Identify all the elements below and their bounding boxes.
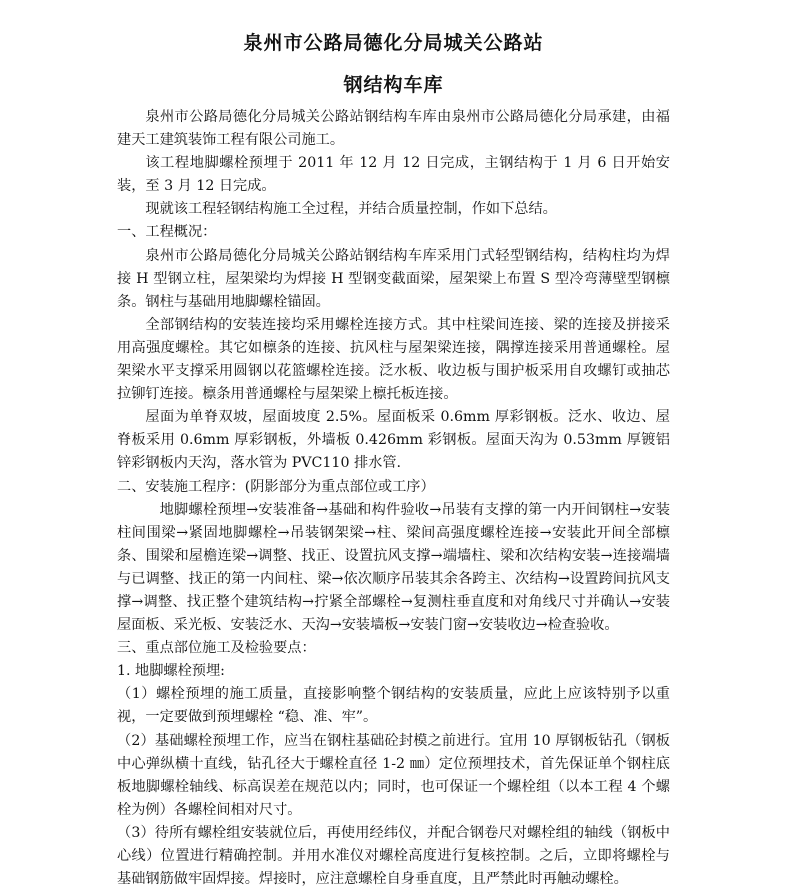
section-heading-procedure: 二、安装施工程序：(阴影部分为重点部位或工序） xyxy=(117,478,435,495)
procedure-paragraph: 地脚螺栓预埋→安装准备→基础和构件验收→吊装有支撑的第一内开间钢柱→安装柱间围梁→紧固地脚螺栓→吊装钢架梁→柱、梁间高强度螺栓连接→安装此开间全部檩条、围梁和屋檐连梁→调整、找正、设置抗风支撑→端墙柱、梁和次结构安装→连接端墙与已调整、找正的第一内间柱、梁→依次顺序吊装其余各跨主、次结构→设置跨间抗风支撑→调整、找正整个建筑结构→拧紧全部螺栓→复测柱垂直度和对角线尺寸并确认→安装屋面板、采光板、安装泛水、天沟→安装墙板→安装门窗→安装收边→检查验收。 xyxy=(117,501,670,634)
document-body xyxy=(117,106,670,891)
overview-paragraph: 泉州市公路局德化分局城关公路站钢结构车库采用门式轻型钢结构，结构柱均为焊接 H 型钢立柱，屋架梁均为焊接 H 型钢变截面梁，屋架梁上布置 S 型冷弯薄壁型钢檩条。钢柱与基础用地脚螺栓锚固。 xyxy=(117,247,670,310)
connection-paragraph: 全部钢结构的安装连接均采用螺栓连接方式。其中柱梁间连接、梁的连接及拼接采用高强度螺栓。其它如檩条的连接、抗风柱与屋架梁连接，隅撑连接采用普通螺栓。屋架梁水平支撑采用圆钢以花篮螺栓连接。泛水板、收边板与围护板采用自攻螺钉或抽芯拉铆钉连接。檩条用普通螺栓与屋架梁上檩托板连接。 xyxy=(117,316,670,403)
roof-paragraph: 屋面为单脊双坡，屋面坡度 2.5%。屋面板采 0.6mm 厚彩钢板。泛水、收边、屋脊板采用 0.6mm 厚彩钢板，外墙板 0.426mm 彩钢板。屋面天沟为 0.53mm 厚镀铝锌彩钢板内天沟，落水管为 PVC110 排水管. xyxy=(117,409,670,472)
subsection-heading-anchor-bolts: 1. 地脚螺栓预埋: xyxy=(117,663,225,680)
document-title: 泉州市公路局德化分局城关公路站 xyxy=(243,32,544,54)
list-item: （3）待所有螺栓组安装就位后，再使用经纬仪，并配合钢卷尺对螺栓组的轴线（钢板中心线）位置进行精确控制。并用水准仪对螺栓高度进行复核控制。之后，立即将螺栓与基础钢筋做牢固焊接。焊接时，应注意螺栓自身垂直度，且严禁此时再触动螺栓。 xyxy=(117,824,670,888)
section-heading-overview: 一、工程概况： xyxy=(117,224,217,241)
schedule-paragraph: 该工程地脚螺栓预埋于 2011 年 12 月 12 日完成，主钢结构于 1 月 6 日开始安装，至 3 月 12 日完成。 xyxy=(117,155,670,195)
list-item: （1）螺栓预埋的施工质量，直接影响整个钢结构的安装质量，应此上应该特别予以重视，一定要做到预埋螺栓 “稳、准、牢”。 xyxy=(117,686,670,726)
section-heading-key-points: 三、重点部位施工及检验要点： xyxy=(117,640,316,657)
document-subtitle: 钢结构车库 xyxy=(343,74,444,96)
summary-paragraph: 现就该工程轻钢结构施工全过程，并结合质量控制，作如下总结。 xyxy=(145,201,557,218)
list-item: （2）基础螺栓预埋工作，应当在钢柱基础砼封模之前进行。宜用 10 厚钢板钻孔（钢板中心弹纵横十直线，钻孔径大于螺栓直径 1-2 ㎜）定位预埋技术，首先保证单个钢柱底板地脚螺栓轴线、标高误差在规范以内；同时，也可保证一个螺栓组（以本工程 4 个螺栓为例）各螺栓间相对尺寸。 xyxy=(117,732,670,818)
intro-paragraph: 泉州市公路局德化分局城关公路站钢结构车库由泉州市公路局德化分局承建，由福建天工建筑装饰工程有限公司施工。 xyxy=(117,109,670,149)
